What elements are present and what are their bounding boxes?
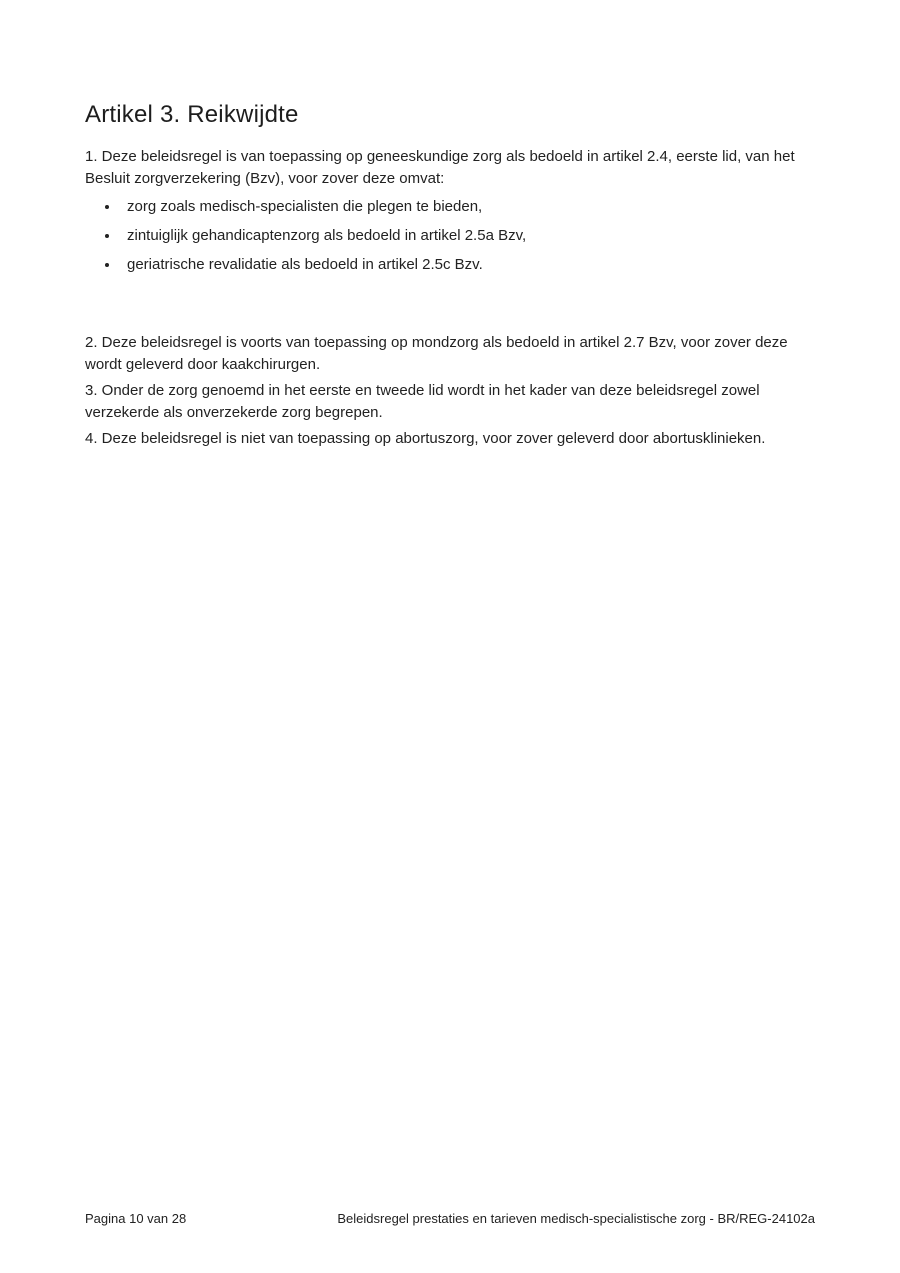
list-item-text: zintuiglijk gehandicaptenzorg als bedoeld in artikel 2.5a Bzv, bbox=[127, 227, 527, 244]
list-item bbox=[85, 254, 815, 276]
bullet-icon bbox=[105, 263, 109, 267]
bullet-icon bbox=[105, 205, 109, 209]
article-section bbox=[85, 100, 815, 454]
article-title: Artikel 3. Reikwijdte bbox=[85, 101, 299, 128]
list-item-text: geriatrische revalidatie als bedoeld in artikel 2.5c Bzv. bbox=[127, 256, 483, 273]
list-item bbox=[85, 225, 815, 247]
paragraph-3: 3. Onder de zorg genoemd in het eerste en tweede lid wordt in het kader van deze beleidsregel zowel verzekerde als onverzekerde zorg begrepen. bbox=[85, 382, 760, 421]
bullet-icon bbox=[105, 234, 109, 238]
scope-bullet-list bbox=[85, 196, 815, 276]
paragraph-4: 4. Deze beleidsregel is niet van toepassing op abortuszorg, voor zover geleverd door abortusklinieken. bbox=[85, 430, 766, 447]
page-number: Pagina 10 van 28 bbox=[85, 1211, 187, 1226]
paragraph-2: 2. Deze beleidsregel is voorts van toepassing op mondzorg als bedoeld in artikel 2.7 Bzv, voor zover deze wordt geleverd door kaakchirurgen. bbox=[85, 334, 788, 373]
list-item bbox=[85, 196, 815, 218]
document-reference: Beleidsregel prestaties en tarieven medisch-specialistische zorg - BR/REG-24102a bbox=[337, 1211, 815, 1226]
list-item-text: zorg zoals medisch-specialisten die plegen te bieden, bbox=[127, 198, 483, 215]
page-footer bbox=[85, 1210, 815, 1228]
paragraph-1: 1. Deze beleidsregel is van toepassing op geneeskundige zorg als bedoeld in artikel 2.4, eerste lid, van het Besluit zorgverzekering (Bzv), voor zover deze omvat: bbox=[85, 148, 795, 187]
